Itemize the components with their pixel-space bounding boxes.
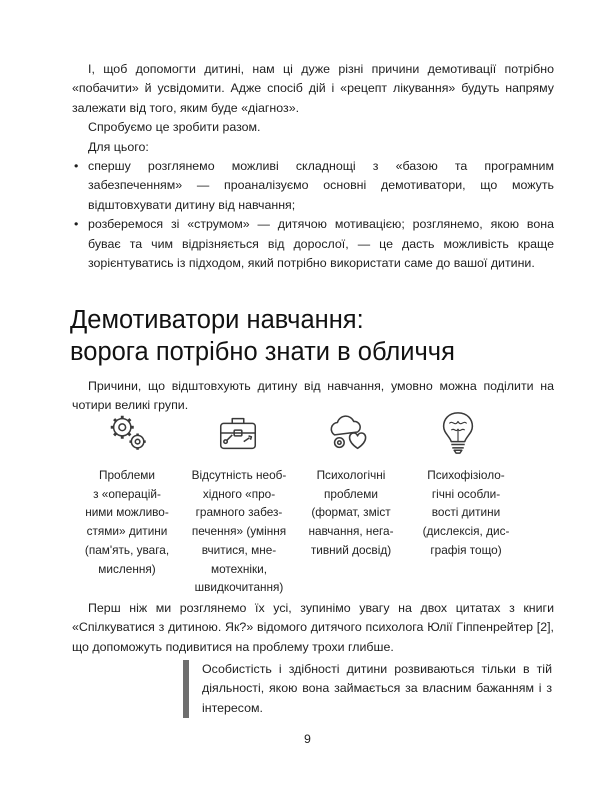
bullet-list [72,157,554,273]
caption-line: з «операцій- [93,486,161,501]
caption-line: мислення) [98,561,156,576]
caption-line: печення» (уміння [191,524,287,539]
group-icons-row [72,410,554,458]
caption-line: Проблеми [99,468,155,482]
section-heading [70,304,570,368]
caption-line: графія тощо) [430,542,502,557]
caption-line: ними можливо- [85,505,169,520]
group-caption-software [178,466,300,597]
caption-line: вості дитини [431,505,501,520]
list-item [72,215,554,273]
bullet-text: спершу розглянемо можливі складнощі з «базою та програмним забезпеченням» — проаналізуємо основні демотиватори, що можуть відштовхувати дитину від навчання; [88,159,554,212]
group-caption-operational [72,466,182,578]
caption-line: проблеми [324,486,378,501]
caption-line: хідного «про- [202,486,276,501]
caption-line: Відсутність необ- [191,468,287,482]
caption-line: мотехніки, [210,561,268,576]
caption-line: (пам'ять, увага, [84,542,170,557]
caption-line: Психологічні [316,468,386,482]
caption-line: (формат, зміст [311,505,391,520]
toolbox-icon [215,410,261,456]
groups-intro-paragraph: Причини, що відштовхують дитину від навчання, умовно можна поділити на чотири великі групи. [72,379,554,413]
caption-line: гічні особли- [431,486,501,501]
citation-intro-paragraph: Перш ніж ми розглянемо їх усі, зупинімо увагу на двох цитатах з книги «Спілкуватися з дитиною. Як?» відомого дитячого психолога Юлії Гіппенрейтер [2], що допоможуть подивитися на проблему трохи глибше. [72,601,554,654]
caption-line: стями» дитини [86,524,168,539]
bullet-marker: • [74,217,79,232]
caption-line: навчання, нега- [308,524,394,539]
heading-line-2: ворога потрібно знати в обличчя [70,338,455,366]
bullet-text: розберемося зі «струмом» — дитячою мотивацією; розглянемо, якою вона буває та чим відрізняється від дорослої, — це дасть можливість краще зорієнтуватись із підходом, який потрібно використати саме до вашої дитини. [88,217,554,271]
caption-line: тивний досвід) [310,542,392,557]
group-caption-psychophysiological [408,466,524,560]
caption-line: (дислексія, дис- [422,524,510,539]
page-number: 9 [304,732,311,746]
caption-line: грамного забез- [195,505,283,520]
intro-paragraph: І, щоб допомогти дитині, нам ці дуже різні причини демотивації потрібно «побачити» й усвідомити. Адже спосіб дій і «рецепт лікування» будуть напряму залежати від того, яким буде «діагноз». [72,62,554,115]
bullet-marker: • [74,159,79,173]
lightbulb-icon [435,410,481,456]
for-this-paragraph: Для цього: [88,140,149,154]
quote-text: Особистість і здібності дитини розвиваються тільки в тій діяльності, якою вона займається за власним бажанням і з інтересом. [202,662,552,715]
caption-line: Психофізіоло- [427,468,505,482]
try-together-paragraph: Спробуємо це зробити разом. [88,120,261,134]
caption-line: швидкочитання) [194,580,284,595]
gears-icon [105,410,151,456]
list-item [72,157,554,215]
cloud-heart-icon [325,410,371,456]
group-caption-psychological [296,466,406,560]
quote-bar [183,660,189,718]
heading-line-1: Демотиватори навчання: [70,306,364,334]
caption-line: вчитися, мне- [201,542,277,557]
